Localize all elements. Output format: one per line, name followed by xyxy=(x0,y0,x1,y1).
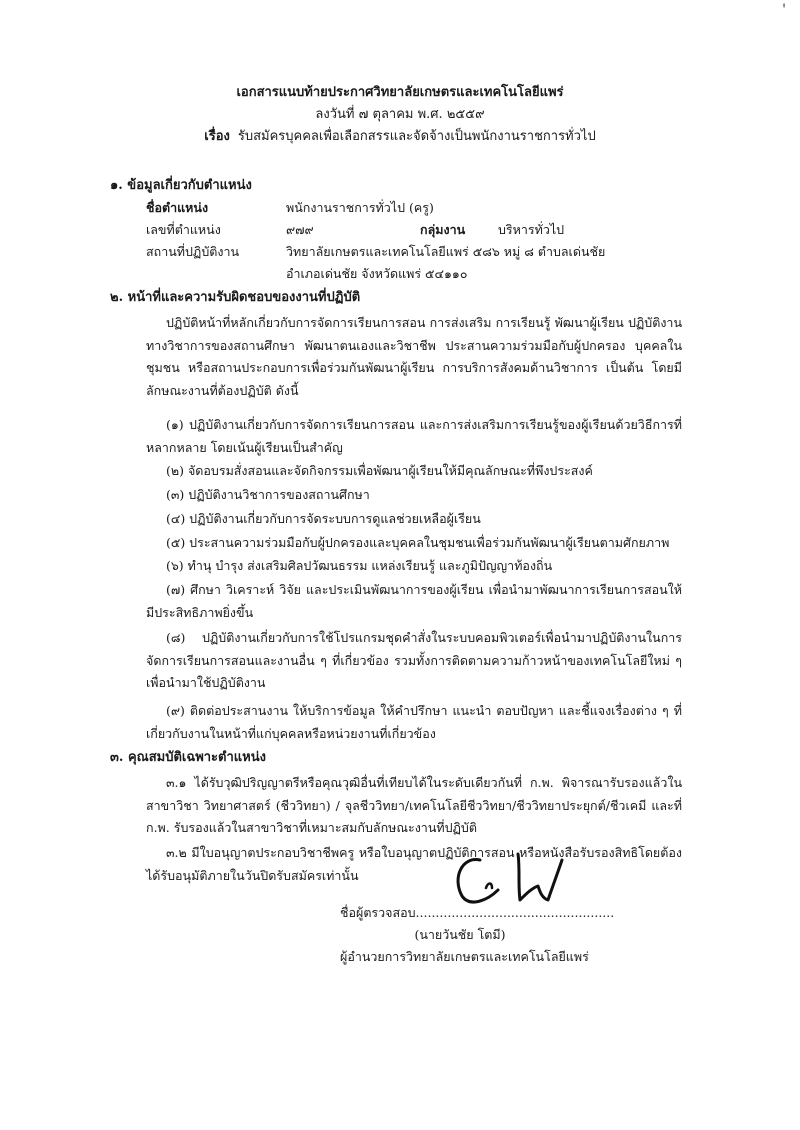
section2-intro: ปฏิบัติหน้าที่หลักเกี่ยวกับการจัดการเรียนการสอน การส่งเสริม การเรียนรู้ พัฒนาผู้เรียน ปฏิบัติงานทางวิชาการของสถานศึกษา พัฒนาตนเองและวิชาชีพ ประสานความร่วมมือกับผู้ปกครอง บุคคลในชุมชน หรือสถานประกอบการเพื่อร่วมกันพัฒนาผู้เรียน การบริการสังคมด้านวิชาการ เป็นต้น โดยมีลักษณะงานที่ต้องปฏิบัติ ดังนี้ xyxy=(146,315,682,398)
number-value: ๙๗๙ xyxy=(286,222,314,237)
qualification-item-1: ๓.๑ ได้รับวุฒิปริญญาตรีหรือคุณวุฒิอื่นที่เทียบได้ในระดับเดียวกันที่ ก.พ. พิจารณารับรองแล้วในสาขาวิชา วิทยาศาสตร์ (ชีววิทยา) / จุลชีววิทยา/เทคโนโลยีชีววิทยา/ชีววิทยาประยุกต์/ชีวเคมี และที่ ก.พ. รับรองแล้วในสาขาวิชาที่เหมาะสมกับลักษณะงานที่ปฏิบัติ xyxy=(146,775,682,835)
duty-item-8: (๘) ปฏิบัติงานเกี่ยวกับการใช้โปรแกรมชุดคำสั่งในระบบคอมพิวเตอร์เพื่อนำมาปฏิบัติงานในการจัดการเรียนการสอนและงานอื่น ๆ ที่เกี่ยวข้อง รวมทั้งการติดตามความก้าวหน้าของเทคโนโลยีใหม่ ๆ เพื่อนำมาใช้ปฏิบัติงาน xyxy=(146,630,682,690)
group-label: กลุ่มงาน xyxy=(420,222,466,237)
section3-heading: ๓. คุณสมบัติเฉพาะตำแหน่ง xyxy=(110,750,266,765)
duty-item-2: (๒) จัดอบรมสั่งสอนและจัดกิจกรรมเพื่อพัฒนาผู้เรียนให้มีคุณลักษณะที่พึงประสงค์ xyxy=(166,463,593,478)
place-line1: วิทยาลัยเกษตรและเทคโนโลยีแพร่ ๕๘๖ หมู่ ๘ ตำบลเด่นชัย xyxy=(286,244,606,259)
signer-title: ผู้อำนวยการวิทยาลัยเกษตรและเทคโนโลยีแพร่ xyxy=(340,949,589,964)
duty-item-9: (๙) ติดต่อประสานงาน ให้บริการข้อมูล ให้คำปรึกษา แนะนำ ตอบปัญหา และชี้แจงเรื่องต่าง ๆ ที่เกี่ยวกับงานในหน้าที่แก่บุคคลหรือหน่วยงานที่เกี่ยวข้อง xyxy=(146,703,682,741)
duty-item-1: (๑) ปฏิบัติงานเกี่ยวกับการจัดการเรียนการสอน และการส่งเสริมการเรียนรู้ของผู้เรียนด้วยวิธีการที่หลากหลาย โดยเน้นผู้เรียนเป็นสำคัญ xyxy=(146,417,682,455)
number-label: เลขที่ตำแหน่ง xyxy=(146,222,221,237)
position-label: ชื่อตำแหน่ง xyxy=(146,200,209,215)
qualification-item-2: ๓.๒ มีใบอนุญาตประกอบวิชาชีพครู หรือใบอนุญาตปฏิบัติการสอน หรือหนังสือรับรองสิทธิโดยต้องได้รับอนุมัติภายในวันปิดรับสมัครเท่านั้น xyxy=(146,845,682,883)
duty-item-4: (๔) ปฏิบัติงานเกี่ยวกับการจัดระบบการดูแลช่วยเหลือผู้เรียน xyxy=(166,511,481,526)
duty-item-7: (๗) ศึกษา วิเคราะห์ วิจัย และประเมินพัฒนาการของผู้เรียน เพื่อนำมาพัฒนาการเรียนการสอนให้มีประสิทธิภาพยิ่งขึ้น xyxy=(146,582,682,620)
document-title: เอกสารแนบท้ายประกาศวิทยาลัยเกษตรและเทคโนโลยีแพร่ xyxy=(236,85,564,100)
subject-label: เรื่อง xyxy=(204,129,230,144)
duty-item-6: (๖) ทำนุ บำรุง ส่งเสริมศิลปวัฒนธรรม แหล่งเรียนรู้ และภูมิปัญญาท้องถิ่น xyxy=(166,558,553,573)
document-date: ลงวันที่ ๗ ตุลาคม พ.ศ. ๒๕๕๙ xyxy=(315,107,485,122)
position-value: พนักงานราชการทั่วไป (ครู) xyxy=(286,200,434,215)
duty-item-5: (๕) ประสานความร่วมมือกับผู้ปกครองและบุคคลในชุมชนเพื่อร่วมกันพัฒนาผู้เรียนตามศักยภาพ xyxy=(166,535,670,550)
checker-label: ชื่อผู้ตรวจสอบ.................................................. xyxy=(340,905,615,920)
place-line2: อำเภอเด่นชัย จังหวัดแพร่ ๕๔๑๑๐ xyxy=(286,266,468,281)
section2-heading: ๒. หน้าที่และความรับผิดชอบของงานที่ปฏิบัติ xyxy=(110,290,361,305)
document-subject xyxy=(0,126,800,148)
corner-mark: ' xyxy=(782,2,786,18)
group-value: บริหารทั่วไป xyxy=(498,222,565,237)
signer-name: (นายวันชัย โตมี) xyxy=(414,927,506,942)
subject-text: รับสมัครบุคคลเพื่อเลือกสรรและจัดจ้างเป็นพนักงานราชการทั่วไป xyxy=(237,129,596,144)
section1-heading: ๑. ข้อมูลเกี่ยวกับตำแหน่ง xyxy=(110,178,252,193)
place-label: สถานที่ปฏิบัติงาน xyxy=(146,244,240,259)
duty-item-3: (๓) ปฏิบัติงานวิชาการของสถานศึกษา xyxy=(166,487,370,502)
